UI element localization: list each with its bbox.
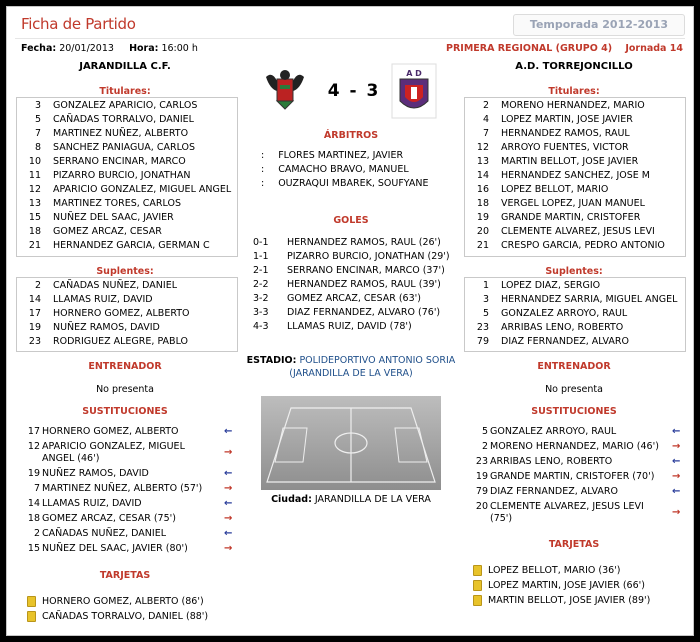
arrow-right-icon: → — [224, 483, 233, 494]
player-name: LOPEZ BELLOT, MARIO — [501, 184, 609, 195]
player-number: 8 — [34, 142, 41, 153]
score: 4 - 3 — [327, 81, 381, 101]
substitution-number: 2 — [33, 528, 40, 539]
card-row — [473, 593, 650, 608]
player-number: 79 — [476, 336, 489, 347]
player-name: APARICIO GONZALEZ, MIGUEL ANGEL — [53, 184, 232, 195]
away-starters-label: Titulares: — [548, 86, 600, 97]
arrow-left-icon: ← — [672, 426, 681, 437]
player-number: 13 — [28, 198, 41, 209]
player-row — [17, 211, 237, 225]
substitution-row — [16, 440, 238, 467]
substitution-number: 19 — [475, 471, 488, 482]
goal-row — [253, 250, 450, 264]
substitution-row — [16, 512, 238, 527]
away-coach-title: ENTRENADOR — [537, 361, 611, 372]
yellow-card-icon — [473, 580, 482, 591]
substitution-row — [16, 527, 238, 542]
goals-title: GOLES — [333, 215, 369, 226]
player-number: 18 — [476, 198, 489, 209]
city-info: Ciudad: JARANDILLA DE LA VERA — [271, 494, 431, 505]
player-number: 3 — [482, 294, 489, 305]
home-starters-label: Titulares: — [99, 86, 151, 97]
substitution-row — [16, 542, 238, 557]
away-cards-title: TARJETAS — [548, 539, 600, 550]
player-name: CLEMENTE ALVAREZ, JESUS LEVI — [501, 226, 655, 237]
player-row — [17, 321, 237, 335]
player-name: MORENO HERNANDEZ, MARIO — [501, 100, 645, 111]
player-name: HORNERO GOMEZ, ALBERTO — [53, 308, 190, 319]
player-row — [465, 307, 685, 321]
arrow-right-icon: → — [672, 471, 681, 482]
player-number: 14 — [28, 294, 41, 305]
substitution-row — [16, 482, 238, 497]
referee-name: OUZRAQUI MBAREK, SOUFYANE — [278, 178, 429, 189]
referee-name: CAMACHO BRAVO, MANUEL — [278, 164, 409, 175]
player-name: HERNANDEZ SARRIA, MIGUEL ANGEL — [501, 294, 678, 305]
date-time: Fecha: 20/01/2013 Hora: 16:00 h — [21, 43, 198, 54]
substitution-number: 7 — [33, 483, 40, 494]
substitution-player: NUÑEZ DEL SAAC, JAVIER (80') — [42, 543, 188, 554]
card-player: HORNERO GOMEZ, ALBERTO (86') — [42, 596, 204, 607]
player-row — [465, 169, 685, 183]
arrow-left-icon: ← — [224, 528, 233, 539]
substitution-player: GONZALEZ ARROYO, RAUL — [490, 426, 617, 437]
substitution-row — [464, 455, 686, 470]
substitution-number: 79 — [475, 486, 488, 497]
player-name: DIAZ FERNANDEZ, ALVARO — [501, 336, 630, 347]
substitution-row — [464, 500, 686, 527]
substitution-player-cont: (75') — [490, 513, 513, 524]
player-number: 15 — [28, 212, 41, 223]
player-number: 5 — [34, 114, 41, 125]
player-number: 13 — [476, 156, 489, 167]
player-row — [17, 335, 237, 349]
arrow-right-icon: → — [224, 543, 233, 554]
player-name: MARTIN BELLOT, JOSE JAVIER — [501, 156, 639, 167]
referee-row — [261, 163, 428, 177]
card-player: CAÑADAS TORRALVO, DANIEL (88') — [42, 611, 209, 622]
substitution-number: 17 — [27, 426, 40, 437]
page-title: Ficha de Partido — [21, 15, 136, 33]
substitution-row — [16, 497, 238, 512]
stadium-town-link[interactable]: (JARANDILLA DE LA VERA) — [289, 368, 413, 379]
away-cards-list — [473, 563, 650, 608]
away-crest-icon — [391, 63, 437, 119]
competition: PRIMERA REGIONAL (GRUPO 4) — [446, 43, 613, 54]
player-row — [17, 169, 237, 183]
player-name: SANCHEZ PANIAGUA, CARLOS — [53, 142, 196, 153]
substitution-row — [16, 467, 238, 482]
substitution-number: 18 — [27, 513, 40, 524]
goal-score: 3-3 — [253, 307, 269, 318]
substitution-player-cont: ANGEL (46') — [42, 453, 100, 464]
referees-title: ÁRBITROS — [323, 130, 379, 141]
player-name: LOPEZ MARTIN, JOSE JAVIER — [501, 114, 633, 125]
yellow-card-icon — [27, 611, 36, 622]
player-row — [465, 335, 685, 349]
player-row — [17, 155, 237, 169]
player-name: CAÑADAS TORRALVO, DANIEL — [53, 114, 194, 125]
home-starters-list — [16, 97, 238, 257]
player-row — [17, 225, 237, 239]
goal-scorer: GOMEZ ARCAZ, CESAR (63') — [287, 293, 421, 304]
player-row — [465, 183, 685, 197]
player-number: 17 — [28, 308, 41, 319]
substitution-player: MARTINEZ NUÑEZ, ALBERTO (57') — [42, 483, 203, 494]
substitution-row — [464, 440, 686, 455]
yellow-card-icon — [473, 595, 482, 606]
player-row — [465, 141, 685, 155]
player-number: 7 — [482, 128, 489, 139]
card-player: LOPEZ BELLOT, MARIO (36') — [488, 565, 621, 576]
goal-score: 0-1 — [253, 237, 269, 248]
away-subs-list — [464, 277, 686, 352]
player-name: GONZALEZ ARROYO, RAUL — [501, 308, 628, 319]
stadium-info: ESTADIO: POLIDEPORTIVO ANTONIO SORIA (JARANDILLA DE LA VERA) — [246, 355, 456, 379]
player-number: 10 — [28, 156, 41, 167]
player-name: MARTINEZ TORES, CARLOS — [53, 198, 181, 209]
away-starters-list — [464, 97, 686, 257]
card-row — [473, 578, 650, 593]
match-sheet-panel — [6, 6, 694, 636]
player-name: CAÑADAS NUÑEZ, DANIEL — [53, 280, 178, 291]
goal-scorer: HERNANDEZ RAMOS, RAUL (26') — [287, 237, 441, 248]
player-name: GOMEZ ARCAZ, CESAR — [53, 226, 162, 237]
player-number: 21 — [28, 240, 41, 251]
player-row — [465, 197, 685, 211]
goal-row — [253, 292, 450, 306]
goals-list — [253, 236, 450, 334]
card-player: MARTIN BELLOT, JOSE JAVIER (89') — [488, 595, 651, 606]
home-crest-icon — [264, 67, 306, 111]
player-row — [17, 113, 237, 127]
substitution-number: 19 — [27, 468, 40, 479]
home-coach-title: ENTRENADOR — [88, 361, 162, 372]
card-player: LOPEZ MARTIN, JOSE JAVIER (66') — [488, 580, 645, 591]
referee-row — [261, 177, 428, 191]
stadium-link[interactable]: POLIDEPORTIVO ANTONIO SORIA — [299, 355, 456, 366]
round: Jornada 14 — [625, 43, 683, 54]
goal-scorer: DIAZ FERNANDEZ, ALVARO (76') — [287, 307, 441, 318]
goal-score: 4-3 — [253, 321, 269, 332]
goal-scorer: HERNANDEZ RAMOS, RAUL (39') — [287, 279, 441, 290]
card-row — [27, 594, 208, 609]
player-name: HERNANDEZ GARCIA, GERMAN C — [53, 240, 210, 251]
goal-row — [253, 236, 450, 250]
home-team-name: JARANDILLA C.F. — [79, 61, 171, 72]
home-substitutions-list — [16, 425, 238, 557]
substitution-player: APARICIO GONZALEZ, MIGUEL — [42, 441, 185, 452]
player-name: SERRANO ENCINAR, MARCO — [53, 156, 186, 167]
player-number: 18 — [28, 226, 41, 237]
referee-sep: : — [261, 150, 265, 161]
player-row — [465, 211, 685, 225]
player-number: 7 — [34, 128, 41, 139]
player-name: GONZALEZ APARICIO, CARLOS — [53, 100, 198, 111]
arrow-left-icon: ← — [224, 498, 233, 509]
goal-row — [253, 320, 450, 334]
away-crest-text: A D — [406, 69, 422, 78]
player-row — [17, 141, 237, 155]
substitution-player: DIAZ FERNANDEZ, ALVARO — [490, 486, 619, 497]
player-name: HERNANDEZ RAMOS, RAUL — [501, 128, 630, 139]
player-row — [17, 127, 237, 141]
yellow-card-icon — [473, 565, 482, 576]
substitution-player: NUÑEZ RAMOS, DAVID — [42, 468, 149, 479]
player-row — [465, 225, 685, 239]
goal-score: 3-2 — [253, 293, 269, 304]
yellow-card-icon — [27, 596, 36, 607]
player-number: 1 — [482, 280, 489, 291]
player-name: LLAMAS RUIZ, DAVID — [53, 294, 153, 305]
away-subs-label: Suplentes: — [545, 266, 603, 277]
arrow-left-icon: ← — [224, 426, 233, 437]
goal-scorer: PIZARRO BURCIO, JONATHAN (29') — [287, 251, 450, 262]
substitution-player: GRANDE MARTIN, CRISTOFER (70') — [490, 471, 655, 482]
away-team-name: A.D. TORREJONCILLO — [515, 61, 633, 72]
card-row — [27, 609, 208, 624]
player-name: GRANDE MARTIN, CRISTOFER — [501, 212, 641, 223]
home-cards-title: TARJETAS — [99, 570, 151, 581]
away-coach: No presenta — [545, 384, 603, 395]
player-row — [17, 307, 237, 321]
player-row — [17, 197, 237, 211]
player-name: VERGEL LOPEZ, JUAN MANUEL — [501, 198, 645, 209]
substitution-player: GOMEZ ARCAZ, CESAR (75') — [42, 513, 176, 524]
arrow-right-icon: → — [224, 447, 233, 458]
substitution-row — [464, 485, 686, 500]
substitution-player: ARRIBAS LENO, ROBERTO — [490, 456, 613, 467]
competition-info — [446, 43, 683, 54]
player-number: 14 — [476, 170, 489, 181]
player-row — [17, 183, 237, 197]
player-number: 3 — [34, 100, 41, 111]
city: JARANDILLA DE LA VERA — [314, 494, 431, 505]
player-number: 23 — [28, 336, 41, 347]
player-row — [465, 99, 685, 113]
home-subs-title: SUSTITUCIONES — [82, 406, 168, 417]
goal-scorer: SERRANO ENCINAR, MARCO (37') — [287, 265, 445, 276]
player-row — [17, 293, 237, 307]
player-number: 5 — [482, 308, 489, 319]
player-row — [17, 239, 237, 253]
player-number: 4 — [482, 114, 489, 125]
card-row — [473, 563, 650, 578]
player-number: 23 — [476, 322, 489, 333]
arrow-left-icon: ← — [672, 486, 681, 497]
substitution-player: MORENO HERNANDEZ, MARIO (46') — [490, 441, 659, 452]
substitution-number: 23 — [475, 456, 488, 467]
player-name: HERNANDEZ SANCHEZ, JOSE M — [501, 170, 650, 181]
referee-sep: : — [261, 178, 265, 189]
referee-name: FLORES MARTINEZ, JAVIER — [278, 150, 404, 161]
goal-scorer: LLAMAS RUIZ, DAVID (78') — [287, 321, 412, 332]
player-name: NUÑEZ RAMOS, DAVID — [53, 322, 160, 333]
player-number: 19 — [28, 322, 41, 333]
player-name: ARRIBAS LENO, ROBERTO — [501, 322, 624, 333]
substitution-number: 20 — [475, 501, 488, 512]
field-image — [261, 396, 441, 490]
player-row — [465, 293, 685, 307]
player-row — [17, 279, 237, 293]
player-name: ARROYO FUENTES, VICTOR — [501, 142, 629, 153]
player-row — [465, 239, 685, 253]
season-badge: Temporada 2012-2013 — [513, 14, 685, 36]
player-name: CRESPO GARCIA, PEDRO ANTONIO — [501, 240, 665, 251]
player-name: LOPEZ DIAZ, SERGIO — [501, 280, 601, 291]
player-number: 19 — [476, 212, 489, 223]
substitution-row — [464, 425, 686, 440]
player-name: MARTINEZ NUÑEZ, ALBERTO — [53, 128, 189, 139]
substitution-player: CAÑADAS NUÑEZ, DANIEL — [42, 528, 167, 539]
home-subs-list — [16, 277, 238, 352]
referee-sep: : — [261, 164, 265, 175]
substitution-number: 5 — [481, 426, 488, 437]
substitution-number: 15 — [27, 543, 40, 554]
arrow-left-icon: ← — [224, 468, 233, 479]
substitution-number: 14 — [27, 498, 40, 509]
goal-score: 2-2 — [253, 279, 269, 290]
arrow-left-icon: ← — [672, 456, 681, 467]
arrow-right-icon: → — [672, 441, 681, 452]
home-subs-label: Suplentes: — [96, 266, 154, 277]
player-name: RODRIGUEZ ALEGRE, PABLO — [53, 336, 189, 347]
match-date: 20/01/2013 — [59, 43, 114, 54]
substitution-player: LLAMAS RUIZ, DAVID — [42, 498, 142, 509]
player-number: 16 — [476, 184, 489, 195]
home-cards-list — [27, 594, 208, 624]
player-number: 21 — [476, 240, 489, 251]
player-row — [465, 127, 685, 141]
goal-score: 2-1 — [253, 265, 269, 276]
player-number: 2 — [482, 100, 489, 111]
player-number: 12 — [476, 142, 489, 153]
player-name: NUÑEZ DEL SAAC, JAVIER — [53, 212, 174, 223]
player-number: 20 — [476, 226, 489, 237]
goal-row — [253, 306, 450, 320]
player-number: 12 — [28, 184, 41, 195]
substitution-number: 2 — [481, 441, 488, 452]
substitution-row — [16, 425, 238, 440]
player-row — [465, 113, 685, 127]
referees-list — [261, 149, 428, 191]
arrow-right-icon: → — [672, 507, 681, 518]
substitution-player: HORNERO GOMEZ, ALBERTO — [42, 426, 179, 437]
away-subs-title: SUSTITUCIONES — [531, 406, 617, 417]
arrow-right-icon: → — [224, 513, 233, 524]
substitution-row — [464, 470, 686, 485]
substitution-player: CLEMENTE ALVAREZ, JESUS LEVI — [490, 501, 644, 512]
player-row — [465, 279, 685, 293]
referee-row — [261, 149, 428, 163]
goal-row — [253, 264, 450, 278]
header-divider — [15, 38, 685, 39]
player-name: PIZARRO BURCIO, JONATHAN — [53, 170, 191, 181]
player-row — [465, 155, 685, 169]
away-substitutions-list — [464, 425, 686, 527]
player-row — [465, 321, 685, 335]
goal-score: 1-1 — [253, 251, 269, 262]
player-row — [17, 99, 237, 113]
match-time: 16:00 h — [161, 43, 198, 54]
player-number: 2 — [34, 280, 41, 291]
home-coach: No presenta — [96, 384, 154, 395]
goal-row — [253, 278, 450, 292]
player-number: 11 — [28, 170, 41, 181]
substitution-number: 12 — [27, 441, 40, 452]
